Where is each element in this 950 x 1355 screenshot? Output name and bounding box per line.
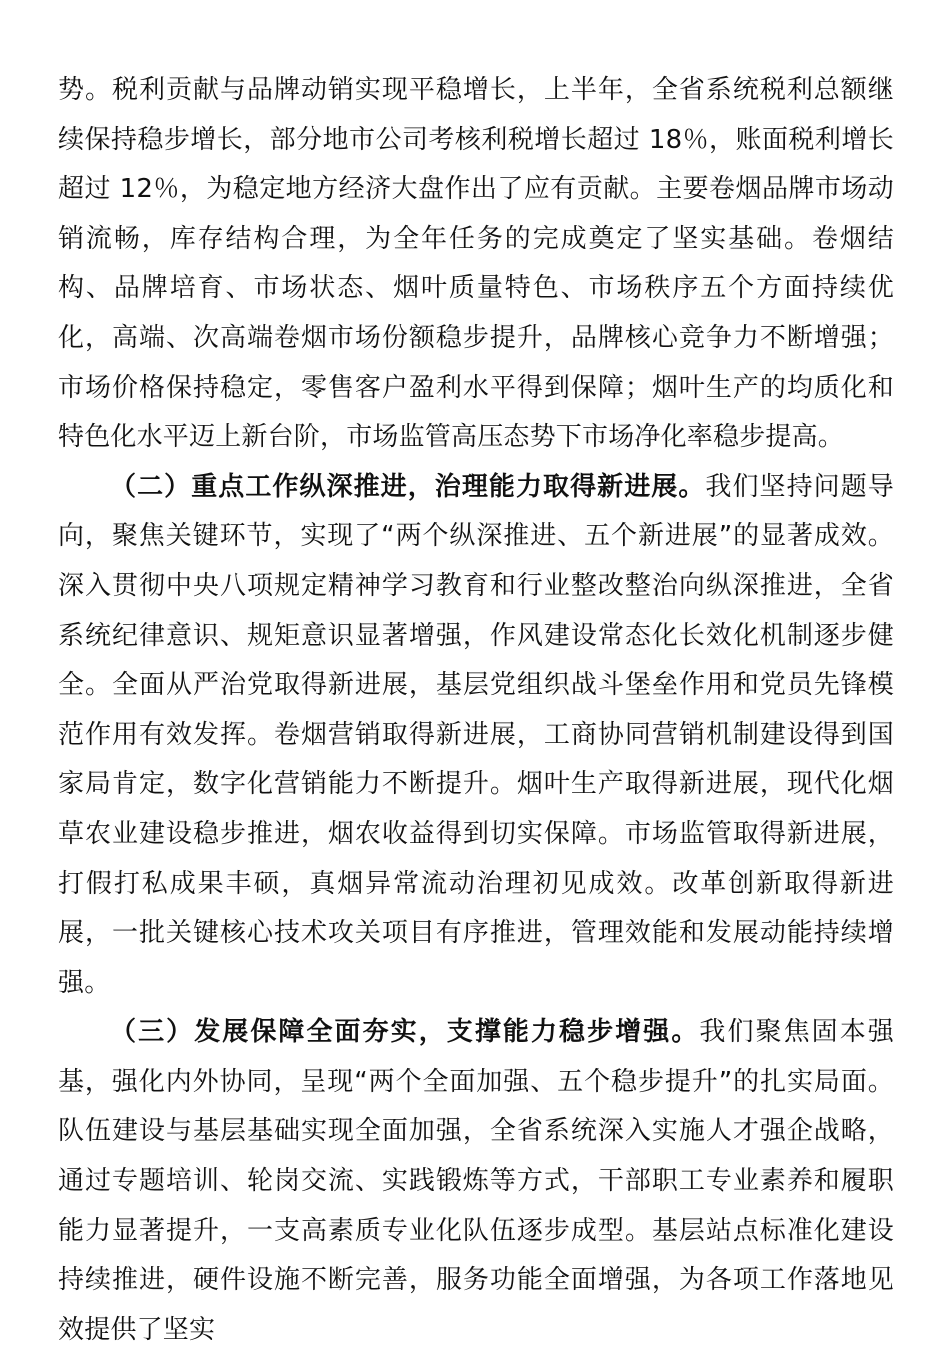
paragraph-development-support <box>58 1008 894 1355</box>
document-body <box>58 66 894 1355</box>
paragraph-revenue-brand: 势。税利贡献与品牌动销实现平稳增长，上半年，全省系统税利总额继续保持稳步增长，部分地市公司考核利税增长超过 18％，账面税利增长超过 12％，为稳定地方经济大盘作出了应有贡献。主要卷烟品牌市场动销流畅，库存结构合理，为全年任务的完成奠定了坚实基础。卷烟结构、品牌培育、市场状态、烟叶质量特色、市场秩序五个方面持续优化，高端、次高端卷烟市场份额稳步提升，品牌核心竞争力不断增强；市场价格保持稳定，零售客户盈利水平得到保障；烟叶生产的均质化和特色化水平迈上新台阶，市场监管高压态势下市场净化率稳步提高。 <box>58 75 894 453</box>
section-heading-3: （三）发展保障全面夯实，支撑能力稳步增强。 <box>110 1017 700 1048</box>
paragraph-key-work <box>58 463 894 1009</box>
section-body-3: 我们聚焦固本强基，强化内外协同，呈现“两个全面加强、五个稳步提升”的扎实局面。队伍建设与基层基础实现全面加强，全省系统深入实施人才强企战略，通过专题培训、轮岗交流、实践锻炼等方式，干部职工专业素养和履职能力显著提升，一支高素质专业化队伍逐步成型。基层站点标准化建设持续推进，硬件设施不断完善，服务功能全面增强，为各项工作落地见效提供了坚实 <box>58 1017 895 1345</box>
section-heading-2: （二）重点工作纵深推进，治理能力取得新进展。 <box>110 471 706 502</box>
section-body-2: 我们坚持问题导向，聚焦关键环节，实现了“两个纵深推进、五个新进展”的显著成效。深入贯彻中央八项规定精神学习教育和行业整改整治向纵深推进，全省系统纪律意识、规矩意识显著增强，作风建设常态化长效化机制逐步健全。全面从严治党取得新进展，基层党组织战斗堡垒作用和党员先锋模范作用有效发挥。卷烟营销取得新进展，工商协同营销机制建设得到国家局肯定，数字化营销能力不断提升。烟叶生产取得新进展，现代化烟草农业建设稳步推进，烟农收益得到切实保障。市场监管取得新进展，打假打私成果丰硕，真烟异常流动治理初见成效。改革创新取得新进展，一批关键核心技术攻关项目有序推进，管理效能和发展动能持续增强。 <box>58 471 894 998</box>
